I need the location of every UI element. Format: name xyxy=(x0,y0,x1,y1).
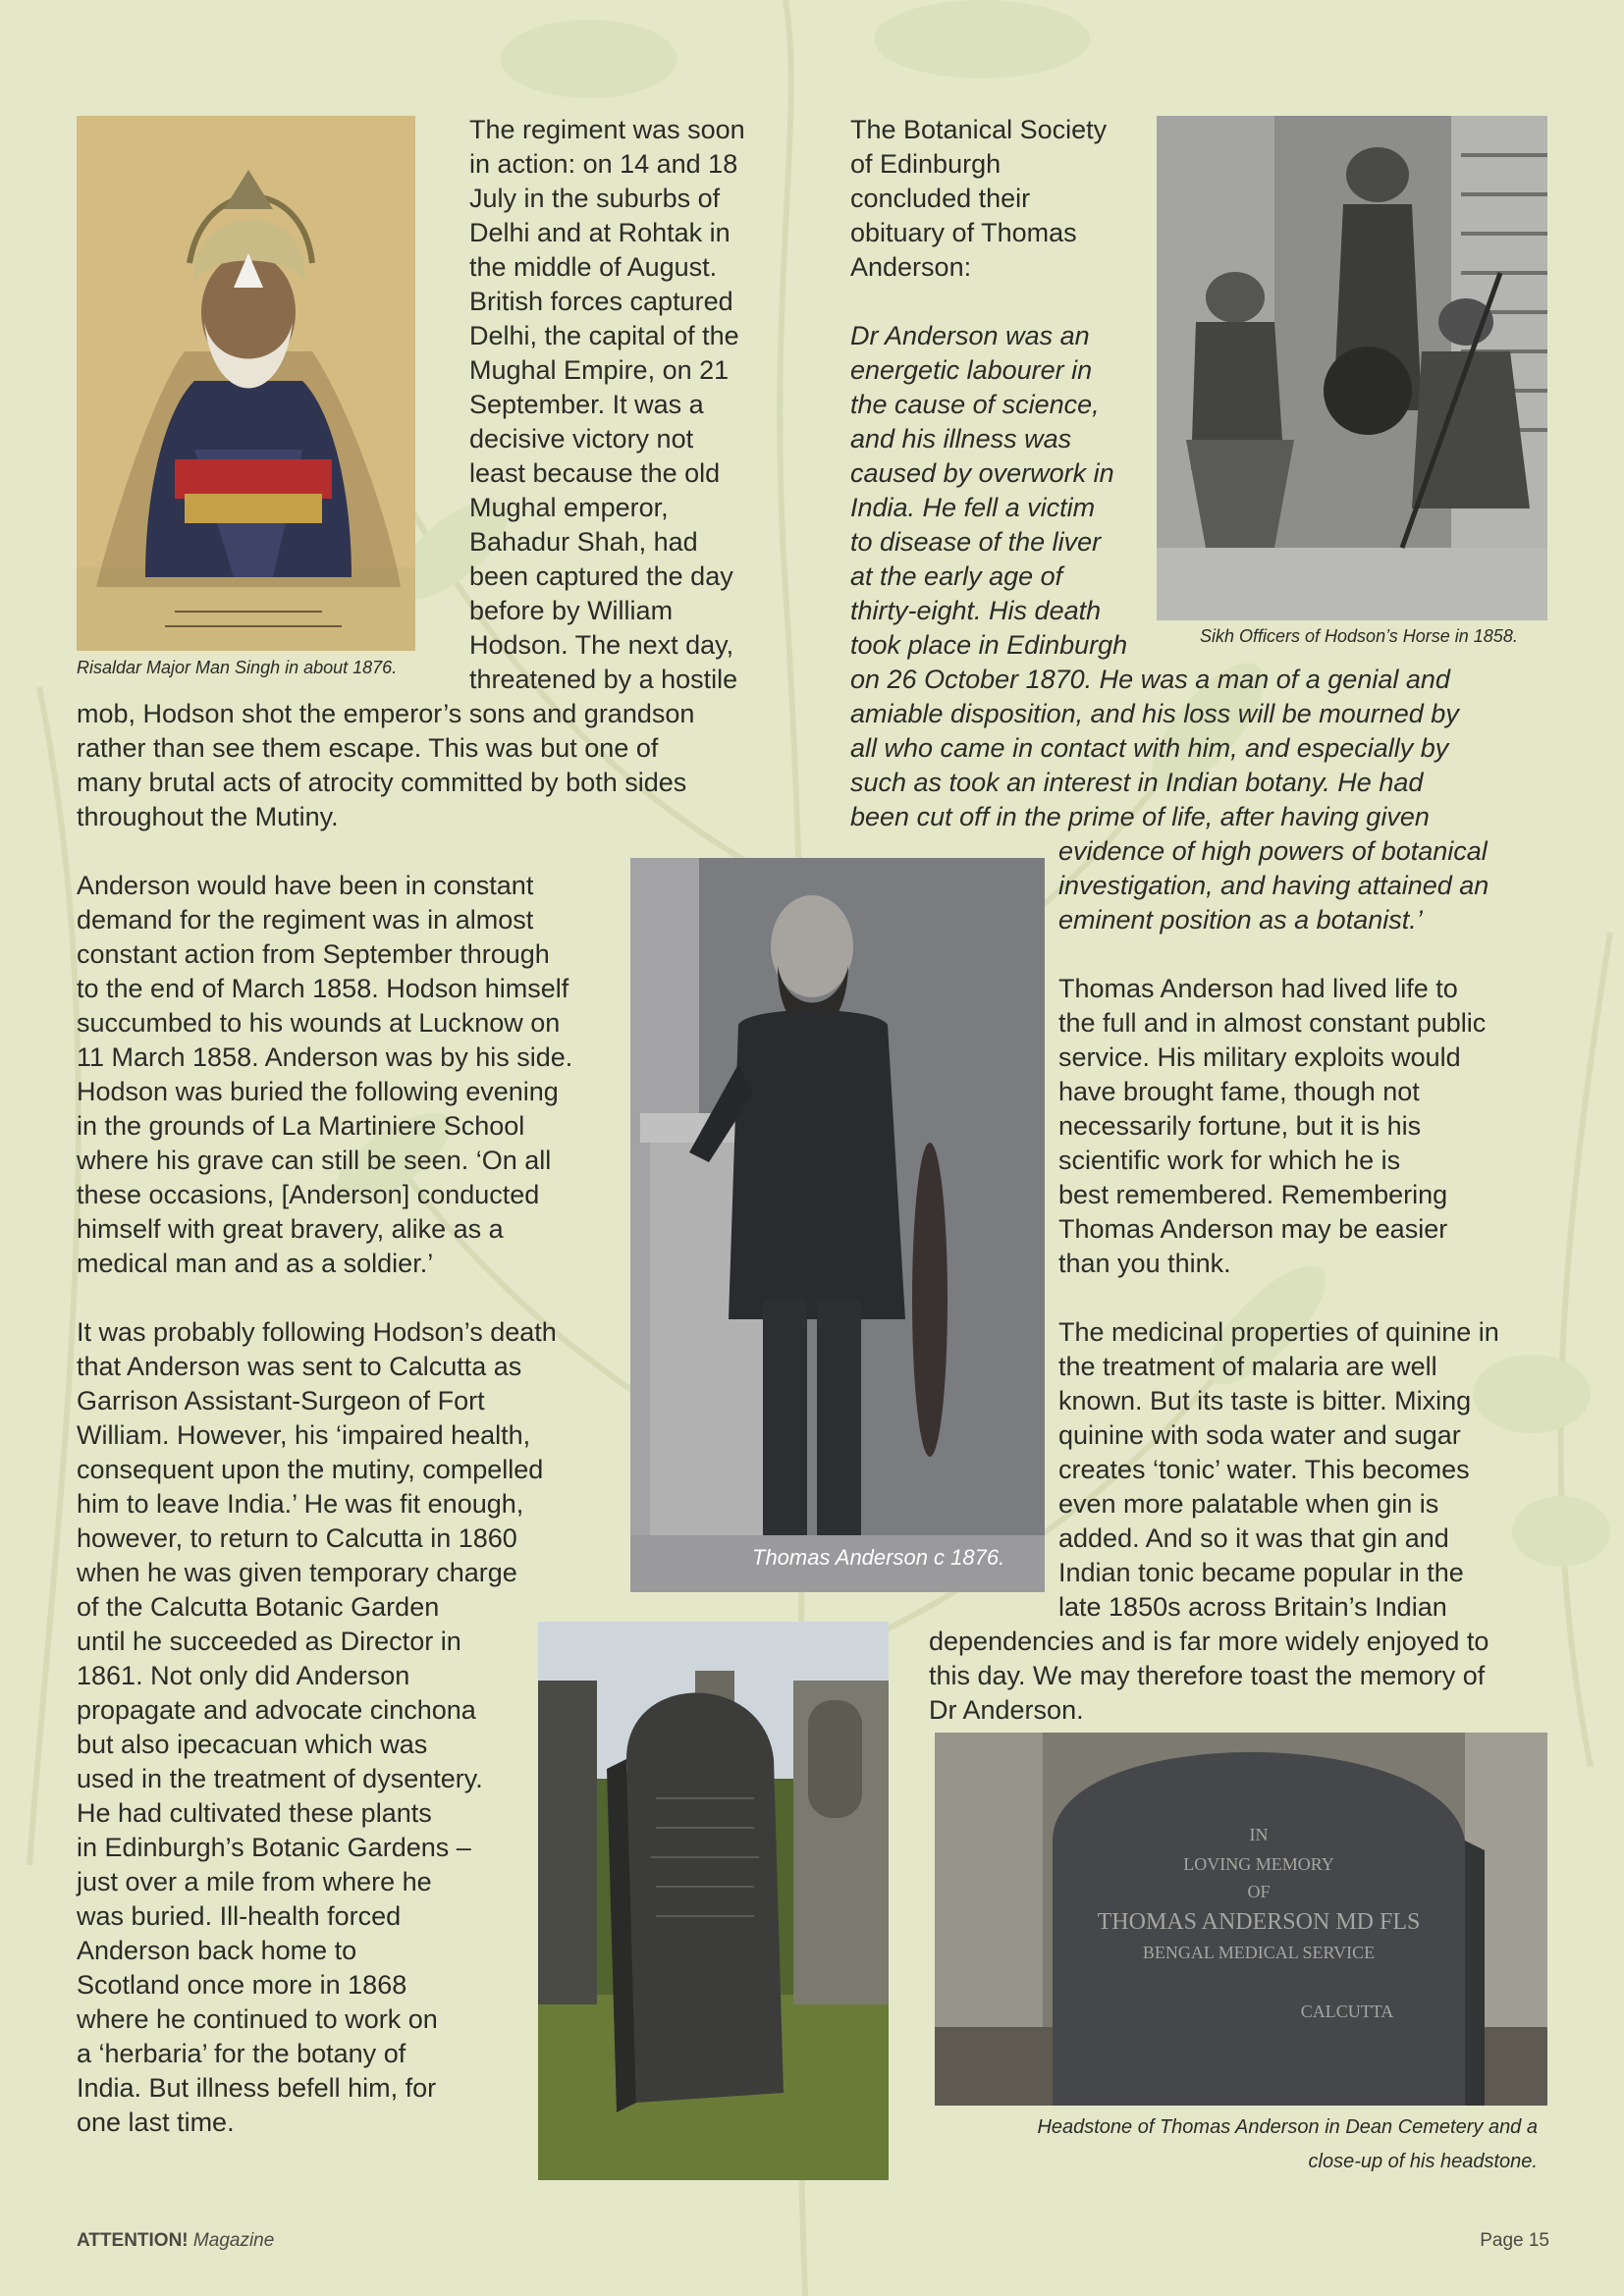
col2-paragraph-3-wide: dependencies and is far more widely enjoyed to this day. We may therefore toast the memory of Dr Anderson. xyxy=(929,1627,1489,1725)
thomas-anderson-portrait xyxy=(630,858,1045,1592)
col1-wide-text: mob, Hodson shot the emperor’s sons and grandson rather than see them escape. This was but one of many brutal acts of atrocity committed by both sides throughout the Mutiny. xyxy=(77,699,695,831)
obituary-quote-end: evidence of high powers of botanical investigation, and having attained an eminent position as a botanist.’ xyxy=(1058,836,1489,934)
obituary-quote-wide: on 26 October 1870. He was a man of a genial and amiable disposition, and his loss will be mourned by all who came in contact with him, and especially by such as took an interest in Indian botany. He had been cut off in the prime of life, after having given xyxy=(850,665,1459,831)
inscription-line-5: BENGAL MEDICAL SERVICE xyxy=(1142,1943,1376,1962)
inscription-line-3: OF xyxy=(1247,1882,1271,1901)
inscription-line-1: IN xyxy=(1249,1825,1269,1844)
inscription-line-4: THOMAS ANDERSON MD FLS xyxy=(1097,1909,1421,1935)
thomas-anderson-caption: Thomas Anderson c 1876. xyxy=(752,1545,1005,1570)
col1-paragraph-3: It was probably following Hodson’s death that Anderson was sent to Calcutta as Garrison Assistant-Surgeon of Fort William. However, his ‘impaired health, consequent upon the mutiny, compelled him to leave India.’ He was fit enough, however, to return to Calcutta in 1860 when he was given temporary charge of the Calcutta Botanic Garden until he succeeded as Director in 1861. Not only did Anderson propagate and advocate cinchona but also ipecacuan which was used in the treatment of dysentery. He had cultivated these plants in Edinburgh’s Botanic Gardens – just over a mile from where he was buried. Ill-health forced Anderson back home to Scotland once more in 1868 where he continued to work on a ‘herbaria’ for the botany of India. But illness befell him, for one last time. xyxy=(77,1317,557,2137)
headstone-closeup-photo xyxy=(935,1733,1547,2106)
inscription-line-6: CALCUTTA xyxy=(1300,2002,1394,2021)
magazine-brand xyxy=(77,2230,274,2252)
obituary-quote-narrow: Dr Anderson was an energetic labourer in the cause of science, and his illness was caused by overwork in India. He fell a victim to disease of the liver at the early age of thirty-eight. His death took place in Edinburgh xyxy=(850,321,1128,660)
cemetery-headstone-photo xyxy=(538,1622,889,2180)
sikh-officers-caption: Sikh Officers of Hodson’s Horse in 1858. xyxy=(1200,626,1518,646)
col2-paragraph-3: The medicinal properties of quinine in the treatment of malaria are well known. But its taste is bitter. Mixing quinine with soda water and sugar creates ‘tonic’ water. This becomes even more palatable when gin is added. And so it was that gin and Indian tonic became popular in the late 1850s across Britain’s Indian xyxy=(1058,1317,1499,1622)
sikh-officers-photo xyxy=(1157,116,1547,620)
brand-italic: Magazine xyxy=(192,2230,275,2251)
col2-paragraph-2: Thomas Anderson had lived life to the full and in almost constant public service. His military exploits would have brought fame, though not necessarily fortune, but it is his scientific work for which he is best remembered. Remembering Thomas Anderson may be easier than you think. xyxy=(1058,974,1487,1278)
col1-top-text: The regiment was soon in action: on 14 and 18 July in the suburbs of Delhi and at Rohtak in the middle of August. British forces captured Delhi, the capital of the Mughal Empire, on 21 September. It was a decisive victory not least because the old Mughal emperor, Bahadur Shah, had been captured the day before by William Hodson. The next day, threatened by a hostile xyxy=(469,115,745,694)
page-number: Page 15 xyxy=(1480,2230,1549,2251)
inscription-line-2: LOVING MEMORY xyxy=(1183,1854,1334,1874)
man-singh-caption: Risaldar Major Man Singh in about 1876. xyxy=(77,658,398,677)
headstone-caption: Headstone of Thomas Anderson in Dean Cemetery and a close-up of his headstone. xyxy=(1037,2116,1538,2172)
brand-bold: ATTENTION! xyxy=(77,2230,189,2251)
col1-paragraph-2: Anderson would have been in constant demand for the regiment was in almost constant action from September through to the end of March 1858. Hodson himself succumbed to his wounds at Lucknow on 11 March 1858. Anderson was by his side. Hodson was buried the following evening in the grounds of La Martiniere School where his grave can still be seen. ‘On all these occasions, [Anderson] conducted himself with great bravery, alike as a medical man and as a soldier.’ xyxy=(77,871,573,1278)
col2-intro-text: The Botanical Society of Edinburgh concluded their obituary of Thomas Anderson: xyxy=(850,115,1108,282)
man-singh-portrait xyxy=(77,116,415,651)
